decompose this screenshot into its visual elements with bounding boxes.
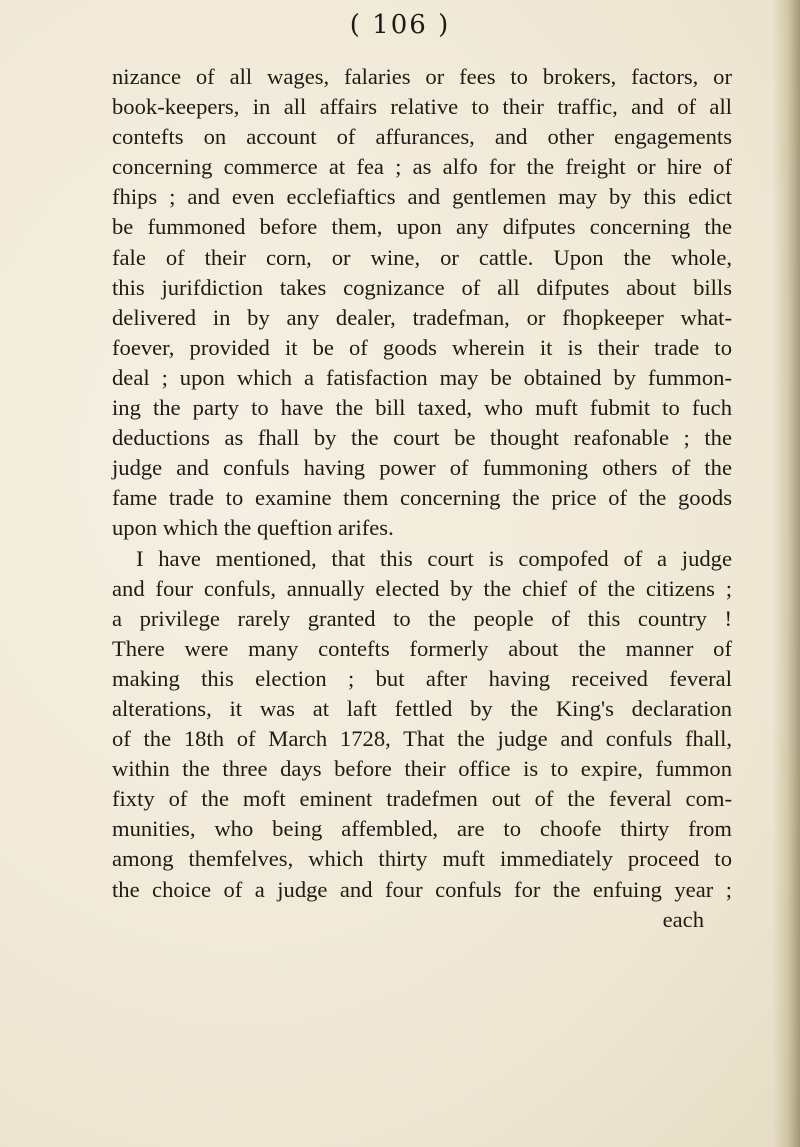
text-line: munities, who being affembled, are to choofe thirty from — [112, 816, 732, 842]
body-text — [112, 62, 732, 935]
page-number: ( 106 ) — [349, 10, 451, 40]
text-line: ing the party to have the bill taxed, who muft fubmit to fuch — [112, 395, 732, 421]
text-line: nizance of all wages, falaries or fees to brokers, factors, or — [112, 64, 732, 89]
text-line: the choice of a judge and four confuls for the enfuing year ; — [112, 876, 732, 902]
text-line: of the 18th of March 1728, That the judge and confuls fhall, — [112, 726, 732, 752]
text-line: There were many contefts formerly about the manner of — [112, 635, 732, 661]
text-line: deductions as fhall by the court be thought reafonable ; the — [112, 425, 732, 451]
text-line: this jurifdiction takes cognizance of all difputes about bills — [112, 274, 732, 300]
text-line: concerning commerce at fea ; as alfo for the freight or hire of — [112, 154, 732, 180]
text-line: contefts on account of affurances, and other engagements — [112, 124, 732, 150]
text-line: deal ; upon which a fatisfaction may be obtained by fummon- — [112, 364, 732, 390]
text-line: fhips ; and even ecclefiaftics and gentlemen may by this edict — [112, 184, 732, 210]
page-edge-shadow — [772, 0, 800, 1147]
text-line: among themfelves, which thirty muft immediately proceed to — [112, 846, 732, 872]
text-line: I have mentioned, that this court is compofed of a judge — [136, 545, 732, 571]
text-line: book-keepers, in all affairs relative to their traffic, and of all — [112, 94, 732, 120]
text-line: delivered in by any dealer, tradefman, or fhopkeeper what- — [112, 304, 732, 330]
text-line: within the three days before their office is to expire, fummon — [112, 756, 732, 782]
text-line: foever, provided it be of goods wherein it is their trade to — [112, 334, 732, 360]
text-line: fame trade to examine them concerning the price of the goods — [112, 485, 732, 511]
text-line: alterations, it was at laft fettled by the King's declaration — [112, 695, 732, 721]
text-line: upon which the queftion arifes. — [112, 515, 394, 541]
text-line: fixty of the moft eminent tradefmen out of the feveral com- — [112, 786, 732, 812]
text-line: be fummoned before them, upon any difputes concerning the — [112, 214, 732, 240]
catchword: each — [662, 906, 704, 932]
text-line: judge and confuls having power of fummoning others of the — [112, 455, 732, 481]
text-line: a privilege rarely granted to the people of this country ! — [112, 605, 732, 631]
text-line: making this election ; but after having received feveral — [112, 665, 732, 691]
text-line: and four confuls, annually elected by the chief of the citizens ; — [112, 575, 732, 601]
text-line: fale of their corn, or wine, or cattle. Upon the whole, — [112, 244, 732, 270]
